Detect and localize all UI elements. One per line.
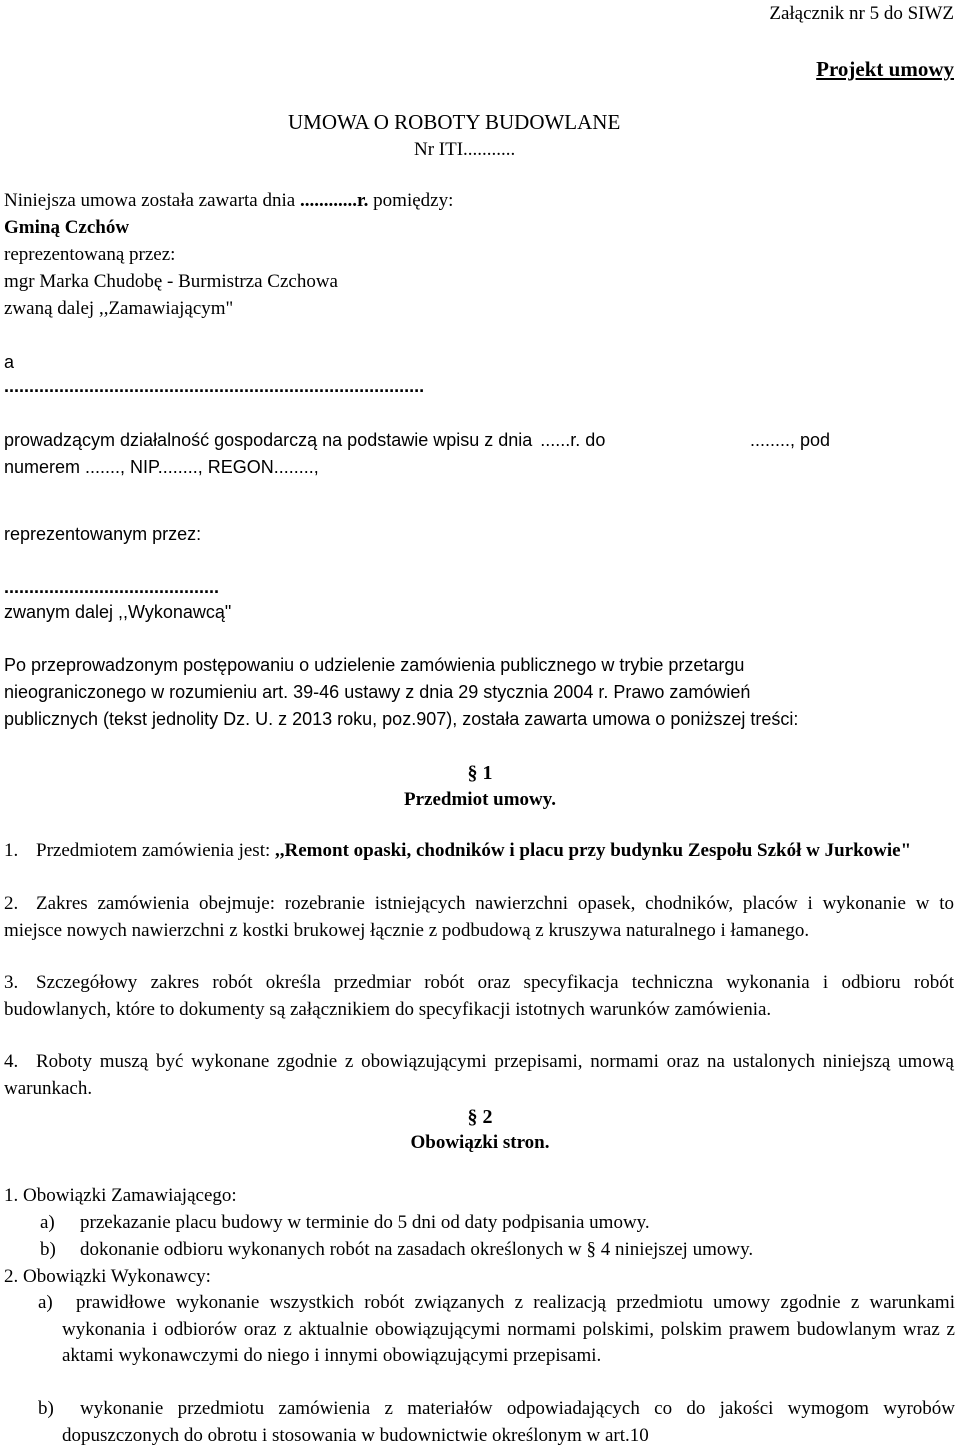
contractor-duty-a-label: a) — [38, 1292, 53, 1313]
contractor-duty-a-text: prawidłowe wykonanie wszystkich robót związanych z realizacją przedmiotu umowy zgodnie z warunkami wykonania i odbiorów oraz z aktualnie obowiązującymi normami polskimi, polskim prawem budowlanym wraz z aktami wykonawczymi do niego i innymi obowiązującymi przepisami. — [62, 1292, 955, 1366]
item-text: Przedmiotem zamówienia jest: — [36, 840, 276, 861]
ordering-duty-b — [40, 1238, 753, 1262]
contractor-name-placeholder: .................................................................................... — [4, 376, 425, 396]
subject-item-1 — [4, 838, 954, 865]
represented-by-label: reprezentowaną przez: — [4, 244, 176, 265]
item-text: Zakres zamówienia obejmuje: rozebranie istniejących nawierzchni opasek, chodników, placów i wykonanie w to miejsce nowych nawierzchni z kostki brukowej łącznie z podbudową z kruszywa naturalnego i łamanego. — [4, 893, 954, 941]
subject-item-3 — [4, 970, 954, 1023]
business-number-placeholder: ........, pod — [750, 430, 831, 450]
contract-title: UMOWA O ROBOTY BUDOWLANE — [288, 110, 621, 134]
contractor-represented-label: reprezentowanym przez: — [4, 524, 202, 544]
intro-line — [4, 189, 453, 213]
duty-label: b) — [40, 1239, 56, 1260]
item-subject-name: ,,Remont opaski, chodników i placu przy budynku Zespołu Szkół w Jurkowie" — [275, 840, 912, 861]
contractor-duties-heading: 2. Obowiązki Wykonawcy: — [4, 1266, 211, 1287]
section-2-title: Obowiązki stron. — [410, 1132, 550, 1153]
attachment-label: Załącznik nr 5 do SIWZ — [769, 3, 954, 24]
preamble-line-3: publicznych (tekst jednolity Dz. U. z 2013 roku, poz.907), została zawarta umowa o poniższej treści: — [4, 709, 799, 729]
contractor-duty-b-label: b) — [38, 1398, 54, 1419]
subject-item-4 — [4, 1049, 954, 1102]
and-conjunction: a — [4, 352, 15, 372]
subject-item-2 — [4, 891, 954, 944]
duty-label: a) — [40, 1212, 55, 1233]
contractor-alias: zwanym dalej ,,Wykonawcą" — [4, 602, 232, 622]
item-number: 2. — [4, 893, 19, 914]
ordering-party-name: Gminą Czchów — [4, 217, 130, 238]
representative-name: mgr Marka Chudobę - Burmistrza Czchowa — [4, 271, 338, 292]
item-number: 1. — [4, 840, 19, 861]
item-text: Szczegółowy zakres robót określa przedmiar robót oraz specyfikacja techniczna wykonania i odbioru robót budowlanych, które to dokumenty są załącznikiem do specyfikacji istotnych warunków zamówienia. — [4, 972, 954, 1020]
contractor-representative-placeholder: ........................................... — [4, 577, 220, 597]
business-line-1 — [4, 428, 605, 452]
duty-text: przekazanie placu budowy w terminie do 5 dni od daty podpisania umowy. — [80, 1212, 650, 1233]
business-prefix: prowadzącym działalność gospodarczą na podstawie wpisu z dnia — [4, 430, 533, 450]
preamble-line-2: nieograniczonego w rozumieniu art. 39-46 ustawy z dnia 29 stycznia 2004 r. Prawo zamówień — [4, 682, 751, 702]
item-number: 3. — [4, 972, 19, 993]
ordering-duties-heading: 1. Obowiązki Zamawiającego: — [4, 1185, 237, 1206]
contract-number: Nr ITI........... — [414, 139, 516, 160]
section-1-label: § 1 — [467, 762, 493, 784]
business-line-2: numerem ......., NIP........, REGON........, — [4, 457, 319, 477]
duty-text: dokonanie odbioru wykonanych robót na zasadach określonych w § 4 niniejszej umowy. — [80, 1239, 754, 1260]
section-1-title: Przedmiot umowy. — [404, 789, 556, 810]
preamble-line-1: Po przeprowadzonym postępowaniu o udzielenie zamówienia publicznego w trybie przetargu — [4, 655, 745, 675]
item-text: Roboty muszą być wykonane zgodnie z obowiązującymi przepisami, normami oraz na ustalonych niniejszą umową warunkach. — [4, 1051, 954, 1099]
ordering-party-alias: zwaną dalej ,,Zamawiającym" — [4, 298, 234, 319]
contractor-duty-b-text: wykonanie przedmiotu zamówienia z materiałów odpowiadających co do jakości wymogom wyrobów dopuszczonych do obrotu i stosowania w budownictwie określonym w art.10 — [62, 1398, 955, 1446]
ordering-duty-a — [40, 1211, 650, 1235]
section-2-label: § 2 — [467, 1106, 493, 1128]
intro-date-placeholder: ............r. — [299, 190, 369, 211]
draft-label: Projekt umowy — [816, 57, 954, 81]
business-date-placeholder: ......r. do — [540, 430, 606, 450]
intro-suffix: pomiędzy: — [368, 190, 454, 211]
intro-prefix: Niniejsza umowa została zawarta dnia — [4, 190, 300, 211]
item-number: 4. — [4, 1051, 19, 1072]
